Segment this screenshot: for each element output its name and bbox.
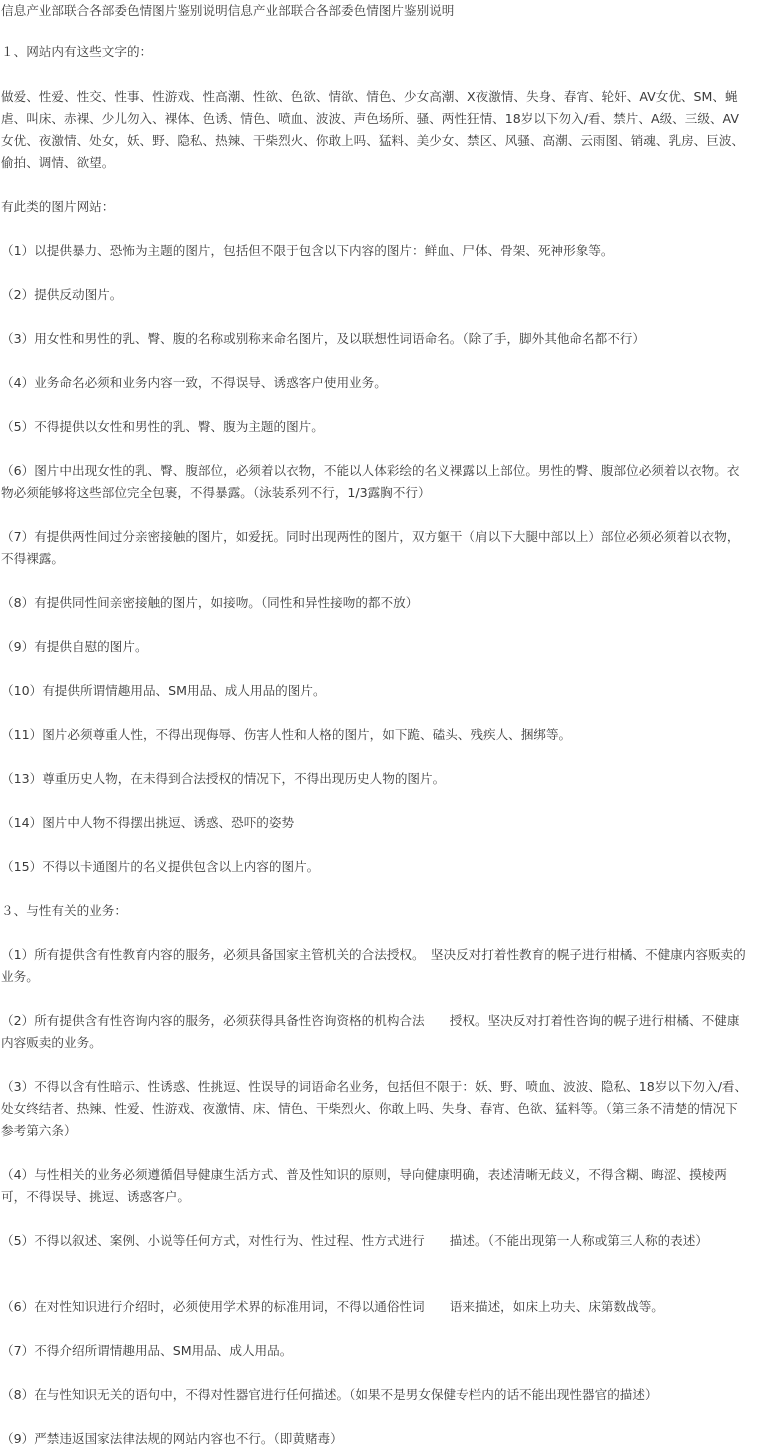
business-rule-3: （3）不得以含有性暗示、性诱惑、性挑逗、性误导的词语命名业务，包括但不限于：妖、野、喷血、波波、隐私、18岁以下勿入/看、处女终结者、热辣、性爱、性游戏、夜激情、床、情色、干柴烈火、你敢上吗、失身、春宵、色欲、猛料等。（第三条不清楚的情况下参考第六条） bbox=[1, 1079, 748, 1138]
image-rule-3: （3）用女性和男性的乳、臀、腹的名称或别称来命名图片，及以联想性词语命名。（除了手，脚外其他命名都不行） bbox=[1, 331, 645, 346]
business-rule-1: （1）所有提供含有性教育内容的服务，必须具备国家主管机关的合法授权。 坚决反对打着性教育的幌子进行柑橘、不健康内容贩卖的业务。 bbox=[1, 947, 746, 984]
section-1-heading: １、网站内有这些文字的： bbox=[1, 44, 153, 59]
business-rule-5: （5）不得以叙述、案例、小说等任何方式，对性行为、性过程、性方式进行 描述。（不能出现第一人称或第三人称的表述） bbox=[1, 1233, 708, 1248]
image-rule-9: （9）有提供自慰的图片。 bbox=[1, 639, 148, 654]
business-rule-6: （6）在对性知识进行介绍时，必须使用学术界的标准用词，不得以通俗性词 语来描述，如床上功夫、床第数战等。 bbox=[1, 1299, 664, 1314]
image-rule-15: （15）不得以卡通图片的名义提供包含以上内容的图片。 bbox=[1, 859, 320, 874]
section-2-heading: 有此类的图片网站： bbox=[1, 199, 115, 214]
business-rule-2: （2）所有提供含有性咨询内容的服务，必须获得具备性咨询资格的机构合法 授权。坚决反对打着性咨询的幌子进行柑橘、不健康内容贩卖的业务。 bbox=[1, 1013, 740, 1050]
image-rule-14: （14）图片中人物不得摆出挑逗、诱惑、恐吓的姿势 bbox=[1, 815, 295, 830]
image-rule-11: （11）图片必须尊重人性，不得出现侮辱、伤害人性和人格的图片，如下跪、磕头、残疾人、捆绑等。 bbox=[1, 727, 572, 742]
business-rule-4: （4）与性相关的业务必须遵循倡导健康生活方式、普及性知识的原则，导向健康明确，表述清晰无歧义，不得含糊、晦涩、摸棱两可，不得误导、挑逗、诱惑客户。 bbox=[1, 1167, 727, 1204]
image-rule-6: （6）图片中出现女性的乳、臀、腹部位，必须着以衣物，不能以人体彩绘的名义裸露以上部位。男性的臀、腹部位必须着以衣物。衣物必须能够将这些部位完全包裹，不得暴露。（泳装系列不行，1/3露胸不行） bbox=[1, 463, 740, 500]
keyword-list: 做爱、性爱、性交、性事、性游戏、性高潮、性欲、色欲、情欲、情色、少女高潮、X夜激情、失身、春宵、轮奸、AV女优、SM、蝇虐、叫床、赤裸、少儿勿入、裸体、色诱、情色、喷血、波波、声色场所、骚、两性狂情、18岁以下勿入/看、禁片、A级、三级、AV女优、夜激情、处女，妖、野、隐私、热辣、干柴烈火、你敢上吗、猛料、美少女、禁区、风骚、高潮、云雨图、销魂、乳房、巨波、偷拍、调情、欲望。 bbox=[1, 89, 745, 170]
image-rule-13: （13）尊重历史人物，在未得到合法授权的情况下，不得出现历史人物的图片。 bbox=[1, 771, 446, 786]
image-rule-4: （4）业务命名必须和业务内容一致，不得误导、诱惑客户使用业务。 bbox=[1, 375, 387, 390]
image-rule-8: （8）有提供同性间亲密接触的图片，如接吻。（同性和异性接吻的都不放） bbox=[1, 595, 419, 610]
image-rule-7: （7）有提供两性间过分亲密接触的图片，如爱抚。同时出现两性的图片，双方躯干（肩以下大腿中部以上）部位必须必须着以衣物，不得裸露。 bbox=[1, 529, 740, 566]
business-rule-7: （7）不得介绍所谓情趣用品、SM用品、成人用品。 bbox=[1, 1343, 293, 1358]
image-rule-10: （10）有提供所谓情趣用品、SM用品、成人用品的图片。 bbox=[1, 683, 326, 698]
business-rule-9: （9）严禁违返国家法律法规的网站内容也不行。（即黄赌毒） bbox=[1, 1431, 343, 1446]
image-rule-5: （5）不得提供以女性和男性的乳、臀、腹为主题的图片。 bbox=[1, 419, 324, 434]
business-rule-8: （8）在与性知识无关的语句中，不得对性器官进行任何描述。（如果不是男女保健专栏内的话不能出现性器官的描述） bbox=[1, 1387, 658, 1402]
image-rule-1: （1）以提供暴力、恐怖为主题的图片，包括但不限于包含以下内容的图片：鲜血、尸体、骨架、死神形象等。 bbox=[1, 243, 614, 258]
section-3-heading: ３、与性有关的业务： bbox=[1, 903, 127, 918]
image-rule-2: （2）提供反动图片。 bbox=[1, 287, 123, 302]
page-title: 信息产业部联合各部委色情图片鉴别说明信息产业部联合各部委色情图片鉴别说明 bbox=[1, 3, 455, 18]
